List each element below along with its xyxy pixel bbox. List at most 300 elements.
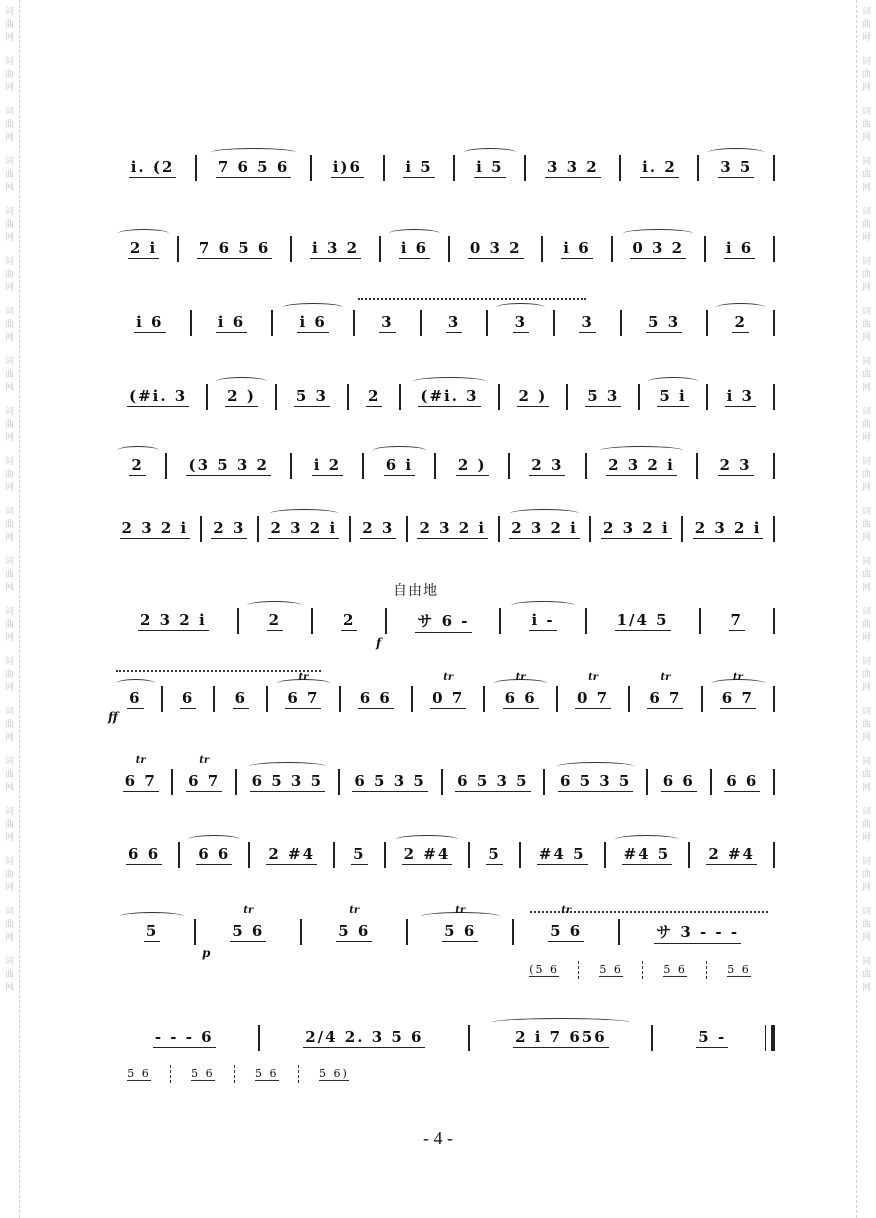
watermark-char: 网: [4, 33, 14, 43]
watermark-char: 网: [861, 233, 871, 243]
watermark-char: 词: [861, 57, 871, 67]
measure-notes: (#i. 3: [128, 387, 188, 405]
watermark-char: 词: [4, 207, 14, 217]
measure-notes: 6 7: [188, 772, 221, 790]
watermark-char: 曲: [861, 620, 871, 630]
trill-mark: tr: [515, 672, 526, 683]
watermark-char: 曲: [861, 320, 871, 330]
measure-notes: 7 6 5 6: [198, 239, 271, 257]
measure-notes: 2 3: [531, 456, 564, 474]
dynamic-ff: ff: [108, 710, 118, 724]
measure: [587, 598, 699, 644]
measure-notes: 5: [353, 845, 366, 863]
barline: [773, 842, 775, 868]
slur-arc: [511, 601, 574, 610]
watermark-char: 曲: [861, 420, 871, 430]
measure: [683, 506, 773, 552]
score-system: [110, 374, 775, 420]
watermark-char: 网: [4, 633, 14, 643]
measure: [653, 1015, 771, 1061]
score-system: [110, 672, 775, 722]
measure: [110, 909, 194, 955]
trill-mark: tr: [349, 905, 360, 916]
measure: [292, 443, 362, 489]
measure: [630, 672, 700, 722]
measure-notes: 3: [381, 313, 394, 331]
measure: [179, 226, 290, 272]
measure: [401, 374, 497, 420]
watermark-char: 词: [861, 857, 871, 867]
barline: [773, 384, 775, 410]
watermark-char: 曲: [4, 470, 14, 480]
watermark-char: 词: [861, 557, 871, 567]
watermark-char: 词: [4, 907, 14, 917]
measure: [558, 672, 628, 722]
measure-notes: 5 6: [663, 963, 687, 976]
trill-mark: tr: [135, 755, 146, 766]
measure-notes: 2 #4: [708, 845, 755, 863]
measure-notes: 2: [367, 387, 381, 405]
measure: [292, 226, 379, 272]
measure: [690, 832, 773, 878]
measure: [259, 506, 349, 552]
measure-notes: 5 6: [255, 1067, 279, 1080]
watermark-char: 词: [861, 907, 871, 917]
measure: [640, 374, 705, 420]
measure: [110, 443, 165, 489]
measure: [488, 300, 553, 346]
slur-arc: [623, 229, 693, 238]
measure-notes: 6 5 3 5: [354, 772, 426, 790]
watermark-char: 曲: [4, 270, 14, 280]
watermark-char: 网: [4, 233, 14, 243]
measure-notes: #4 5: [623, 845, 671, 863]
slur-arc: [270, 509, 338, 518]
watermark-char: 网: [861, 783, 871, 793]
measure: [268, 672, 338, 722]
measure: [110, 300, 190, 346]
watermark-char: 曲: [4, 20, 14, 30]
trill-mark: tr: [298, 672, 309, 683]
barline: [773, 236, 775, 262]
slur-arc: [120, 912, 184, 921]
measure: [110, 832, 178, 878]
watermark-char: 曲: [861, 670, 871, 680]
watermark-char: 曲: [4, 170, 14, 180]
measure-notes: 5 3: [587, 387, 620, 405]
watermark-char: 网: [861, 483, 871, 493]
trill-mark: tr: [660, 672, 671, 683]
measure-notes: 5: [488, 845, 501, 863]
measure: [580, 963, 642, 977]
measure: [110, 374, 206, 420]
measure: [699, 145, 773, 191]
measure: [708, 963, 770, 977]
watermark-char: 网: [4, 483, 14, 493]
watermark-char: 网: [4, 833, 14, 843]
slur-arc: [708, 148, 764, 157]
accompaniment-line: [108, 1058, 368, 1090]
measure-notes: 5 -: [698, 1028, 727, 1046]
watermark-char: 词: [861, 757, 871, 767]
watermark-char: 曲: [861, 470, 871, 480]
measure-notes: 6 5 3 5: [457, 772, 529, 790]
measure: [543, 226, 610, 272]
trill-mark: tr: [588, 672, 598, 683]
measure: [349, 374, 399, 420]
measure-notes: 6 5 3 5: [251, 772, 324, 790]
watermark-char: 词: [4, 7, 14, 17]
measure: [470, 1015, 651, 1061]
measure-notes: 0 7: [432, 689, 465, 707]
measure: [192, 300, 272, 346]
measure-notes: 2 3 2 i: [694, 519, 762, 537]
measure: [698, 443, 773, 489]
measure: [110, 1015, 258, 1061]
measure-notes: i. (2: [130, 158, 175, 176]
watermark-char: 网: [4, 983, 14, 993]
watermark-char: 曲: [861, 970, 871, 980]
measure-notes: i 6: [217, 313, 246, 331]
measure-notes: 6 6: [504, 689, 537, 707]
trill-wavy-line: [116, 670, 321, 672]
measure: [701, 598, 773, 644]
watermark-char: 词: [4, 307, 14, 317]
measure-notes: i 5: [476, 158, 504, 176]
measure-notes: 2/4 2. 3 5 6: [305, 1028, 424, 1046]
measure: [501, 598, 584, 644]
slur-arc: [413, 377, 486, 386]
measure-notes: 0 3 2: [632, 239, 685, 257]
watermark-char: 曲: [861, 70, 871, 80]
measure: [413, 672, 483, 722]
measure: [568, 374, 638, 420]
watermark-char: 网: [861, 583, 871, 593]
measure-notes: i 6: [400, 239, 429, 257]
watermark-char: 词: [4, 657, 14, 667]
measure-notes: 2: [131, 456, 144, 474]
measure-notes: 5 6: [338, 922, 371, 940]
measure: [351, 506, 406, 552]
measure-notes: 0 3 2: [469, 239, 522, 257]
watermark-char: 曲: [4, 770, 14, 780]
score-system: [110, 226, 775, 272]
score-system: [110, 755, 775, 805]
watermark-char: 词: [861, 657, 871, 667]
barline: [773, 516, 775, 542]
measure-notes: 5 6: [727, 963, 751, 976]
score-system: [110, 1015, 775, 1061]
measure: [110, 506, 200, 552]
measure-notes: 6 6: [726, 772, 759, 790]
measure-notes: i -: [531, 611, 555, 629]
measure: [408, 905, 512, 955]
measure-notes: 6: [181, 689, 195, 707]
measure-notes: i 3: [726, 387, 754, 405]
measure: [648, 759, 709, 805]
measure-notes: 6 7: [721, 689, 754, 707]
measure-notes: 2 3 2 i: [419, 519, 487, 537]
watermark-char: 网: [861, 533, 871, 543]
watermark-char: 词: [4, 607, 14, 617]
measure: [386, 832, 469, 878]
watermark-char: 词: [4, 957, 14, 967]
watermark-char: 网: [861, 683, 871, 693]
measure: [622, 300, 706, 346]
measure-notes: (#i. 3: [420, 387, 479, 405]
watermark-char: 词: [4, 157, 14, 167]
watermark-char: 词: [861, 407, 871, 417]
measure-notes: 2 3: [362, 519, 395, 537]
watermark-char: 网: [861, 733, 871, 743]
measure: [436, 443, 507, 489]
measure-notes: 2: [268, 611, 282, 629]
measure-notes: 6 i: [385, 456, 414, 474]
measure: [215, 676, 266, 722]
measure-notes: 5 6: [191, 1067, 215, 1080]
watermark-char: 网: [4, 383, 14, 393]
slur-arc: [557, 762, 634, 771]
watermark-char: 曲: [861, 570, 871, 580]
slur-arc: [716, 303, 765, 312]
measure-notes: 2 3 2 i: [139, 611, 207, 629]
watermark-char: 曲: [861, 170, 871, 180]
measure: [450, 226, 541, 272]
watermark-char: 曲: [4, 720, 14, 730]
measure: [250, 832, 333, 878]
watermark-char: 词: [4, 557, 14, 567]
watermark-char: 曲: [4, 820, 14, 830]
watermark-char: 网: [861, 833, 871, 843]
measure-notes: 5 6: [599, 963, 623, 976]
measure: [110, 226, 177, 272]
watermark-char: 曲: [4, 120, 14, 130]
measure: [110, 676, 161, 722]
barline: [773, 155, 775, 181]
measure: [355, 300, 420, 346]
measure: [514, 905, 618, 955]
watermark-char: 词: [4, 107, 14, 117]
watermark-char: 曲: [861, 120, 871, 130]
measure-notes: 5 i: [659, 387, 687, 405]
measure-notes: 2 3 2 i: [511, 519, 578, 537]
measure: [163, 676, 214, 722]
measure-notes: 6 6: [128, 845, 161, 863]
slur-arc: [389, 229, 440, 238]
measure-notes: 6 5 3 5: [559, 772, 632, 790]
measure-notes: 3: [581, 313, 594, 331]
watermark-char: 网: [861, 183, 871, 193]
measure-notes: 5 6): [318, 1067, 349, 1080]
watermark-char: 曲: [4, 370, 14, 380]
watermark-char: 曲: [4, 570, 14, 580]
measure-notes: 3 3 2: [546, 158, 599, 176]
trill-mark: tr: [561, 905, 572, 916]
watermark-char: 词: [4, 707, 14, 717]
measure: [500, 374, 567, 420]
watermark-char: 词: [4, 357, 14, 367]
measure: [521, 832, 604, 878]
watermark-char: 词: [4, 507, 14, 517]
measure: [340, 759, 441, 805]
measure-notes: 2 ): [227, 387, 256, 405]
watermark-char: 网: [4, 183, 14, 193]
slur-arc: [648, 377, 698, 386]
watermark-char: 曲: [4, 670, 14, 680]
watermark-char: 网: [4, 333, 14, 343]
watermark-char: 网: [4, 433, 14, 443]
measure: [708, 374, 773, 420]
measure: [312, 145, 383, 191]
measure: [500, 506, 590, 552]
measure: [385, 145, 454, 191]
score-system: [110, 300, 775, 346]
measure: [708, 300, 773, 346]
watermark-char: 网: [861, 433, 871, 443]
watermark-char: 曲: [861, 270, 871, 280]
barline: [773, 769, 775, 795]
measure-notes: 2 #4: [268, 845, 316, 863]
watermark-char: 网: [4, 683, 14, 693]
measure: [587, 443, 696, 489]
watermark-char: 网: [4, 533, 14, 543]
measure: [196, 905, 300, 955]
watermark-char: 词: [4, 857, 14, 867]
measure: [485, 672, 555, 722]
measure-notes: 5 3: [648, 313, 681, 331]
measure: [422, 300, 487, 346]
measure: [239, 598, 311, 644]
measure-notes: 2 ): [457, 456, 487, 474]
measure-notes: 0 7: [576, 689, 610, 707]
measure-notes: i 5: [405, 158, 433, 176]
watermark-char: 词: [861, 607, 871, 617]
measure: [621, 145, 697, 191]
measure-notes: i 6: [136, 313, 164, 331]
measure-notes: 3: [514, 313, 528, 331]
watermark-char: 网: [4, 583, 14, 593]
slur-arc: [615, 835, 678, 844]
watermark-char: 词: [4, 457, 14, 467]
watermark-char: 网: [861, 133, 871, 143]
measure-notes: 2 3 2 i: [270, 519, 338, 537]
measure: [302, 905, 406, 955]
measure-notes: 5 3: [295, 387, 328, 405]
measure-notes: i 6: [299, 313, 327, 331]
watermark-char: 网: [861, 283, 871, 293]
barline: [773, 453, 775, 479]
measure: [277, 374, 347, 420]
measure: [387, 598, 499, 644]
slur-arc: [510, 509, 578, 518]
score-system: [110, 832, 775, 878]
watermark-char: 曲: [861, 220, 871, 230]
barline: [773, 310, 775, 336]
slur-arc: [396, 835, 459, 844]
measure-notes: 3: [447, 313, 461, 331]
measure: [606, 832, 689, 878]
measure: [273, 300, 353, 346]
measure: [110, 145, 195, 191]
measure: [510, 443, 585, 489]
watermark-char: 曲: [4, 970, 14, 980]
measure-notes: i 3 2: [312, 239, 360, 257]
slur-arc: [116, 679, 155, 688]
score-system: [110, 598, 775, 644]
slur-arc: [492, 1018, 630, 1027]
measure: [620, 909, 775, 955]
watermark-char: 曲: [861, 870, 871, 880]
slur-arc: [600, 446, 683, 455]
measure-notes: 6 7: [287, 689, 320, 707]
slur-arc: [464, 148, 516, 157]
watermark-char: 词: [4, 807, 14, 817]
measure: [260, 1015, 468, 1061]
measure-notes: 5 6: [127, 1067, 151, 1080]
measure: [364, 443, 434, 489]
measure-notes: (3 5 3 2: [188, 456, 269, 474]
watermark-char: 词: [861, 157, 871, 167]
measure: [408, 506, 498, 552]
slur-arc: [249, 762, 326, 771]
watermark-char: 词: [861, 257, 871, 267]
watermark-char: 曲: [4, 920, 14, 930]
measure: [455, 145, 524, 191]
trill-mark: tr: [732, 672, 743, 683]
watermark-char: 网: [861, 383, 871, 393]
slur-arc: [216, 377, 267, 386]
measure-notes: 2 i: [129, 239, 158, 257]
measure-notes: 6 6: [198, 845, 231, 863]
measure-notes: 5 6: [232, 922, 265, 940]
watermark-char: 词: [4, 757, 14, 767]
watermark-char: 词: [4, 257, 14, 267]
measure-notes: 2 i 7 656: [515, 1028, 607, 1046]
accompaniment-line: [510, 954, 770, 986]
measure-notes: 2: [343, 611, 356, 629]
measure-notes: 2 ): [518, 387, 548, 405]
watermark-char: 曲: [4, 870, 14, 880]
measure: [237, 759, 338, 805]
measure: [644, 963, 706, 977]
watermark-char: 词: [861, 207, 871, 217]
measure: [706, 226, 773, 272]
measure: [313, 598, 385, 644]
trill-mark: tr: [199, 755, 210, 766]
measure: [202, 506, 257, 552]
measure: [703, 672, 773, 722]
measure-notes: サ 6 -: [415, 610, 471, 633]
watermark-char: 曲: [861, 20, 871, 30]
watermark-char: 网: [861, 633, 871, 643]
watermark-char: 曲: [861, 770, 871, 780]
watermark-char: 网: [861, 983, 871, 993]
slur-arc: [283, 303, 344, 312]
measure-notes: サ 3 - - -: [654, 921, 741, 944]
measure-notes: 6 7: [649, 689, 682, 707]
dynamic-p: p: [202, 946, 211, 960]
barline: [773, 608, 775, 634]
tempo-marking: 自由地: [393, 583, 438, 599]
measure-notes: 6: [234, 689, 248, 707]
score-system: [110, 905, 775, 955]
measure-notes: 5: [145, 922, 159, 940]
measure-notes: 2 3 2 i: [602, 519, 670, 537]
measure-notes: - - - 6: [154, 1028, 214, 1046]
slur-arc: [247, 601, 302, 610]
watermark-char: 词: [4, 57, 14, 67]
slur-arc: [373, 446, 426, 455]
